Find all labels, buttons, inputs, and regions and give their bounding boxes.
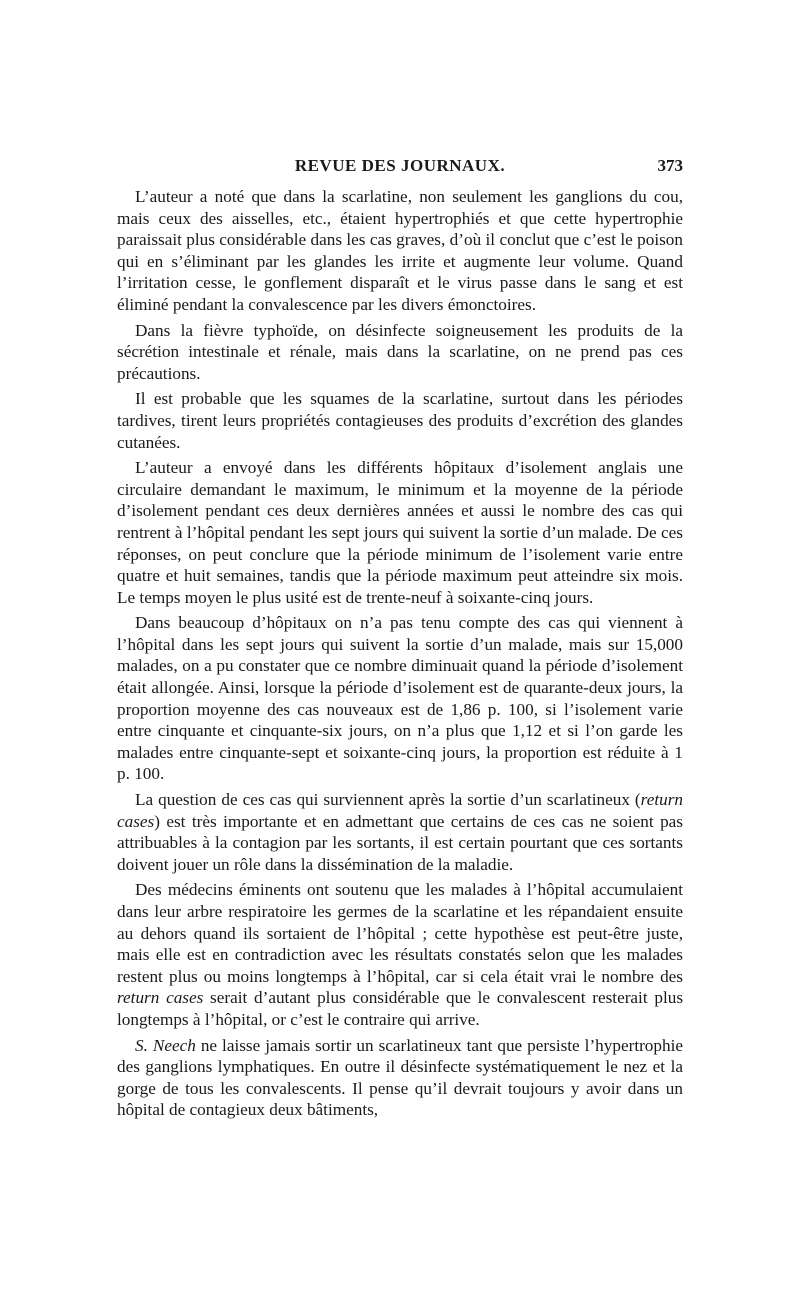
paragraph-text: ) est très importante et en admettant que certains de ces cas ne soient pas attribuables à la contagion par les sortants, il est certain pourtant que ces sortants doivent jouer un rôle dans la dissémination de la maladie.: [117, 811, 683, 874]
paragraph-text: La question de ces cas qui surviennent après la sortie d’un scarlatineux (: [135, 790, 641, 810]
running-title: REVUE DES JOURNAUX.: [294, 156, 506, 175]
running-head: [117, 156, 683, 180]
italic-term: return cases: [117, 790, 683, 831]
paragraph: [117, 879, 683, 1030]
paragraph-text: serait d’autant plus considérable que le convalescent resterait plus longtemps à l’hôpital, or c’est le contraire qui arrive.: [117, 988, 684, 1029]
paragraph: L’auteur a noté que dans la scarlatine, non seulement les ganglions du cou, mais ceux des aisselles, etc., étaient hypertrophiés et que cette hypertrophie paraissait plus considérable dans les cas graves, d’où il conclut que c’est le poison qui en s’éliminant par les glandes les irrite et augmente leur volume. Quand l’irritation cesse, le gonflement disparaît et le virus passe dans le sang et est éliminé pendant la convalescence par les divers émonctoires.: [117, 187, 683, 314]
page-number: 373: [657, 156, 683, 175]
paragraph: Dans la fièvre typhoïde, on désinfecte soigneusement les produits de la sécrétion intestinale et rénale, mais dans la scarlatine, on ne prend pas ces précautions.: [117, 320, 683, 383]
italic-term: return cases: [117, 988, 204, 1008]
body-text: [117, 186, 683, 1125]
paragraph: Il est probable que les squames de la scarlatine, surtout dans les périodes tardives, tirent leurs propriétés contagieuses des produits d’excrétion des glandes cutanées.: [117, 389, 683, 452]
author-name: S. Neech: [135, 1035, 196, 1055]
paragraph-text: ne laisse jamais sortir un scarlatineux tant que persiste l’hypertrophie des ganglions lymphatiques. En outre il désinfecte systématiquement le nez et la gorge de tous les convalescents. Il pense qu’il devrait toujours y avoir dans un hôpital de contagieux deux bâtiments,: [117, 1035, 683, 1120]
paragraph: [117, 789, 683, 875]
paragraph: L’auteur a envoyé dans les différents hôpitaux d’isolement anglais une circulaire demandant le maximum, le minimum et la moyenne de la période d’isolement pendant ces deux dernières années et aussi le nombre des cas qui rentrent à l’hôpital pendant les sept jours qui suivent la sortie d’un malade. De ces réponses, on peut conclure que la période minimum de l’isolement varie entre quatre et huit semaines, tandis que la période maximum peut atteindre six mois. Le temps moyen le plus usité est de trente-neuf à soixante-cinq jours.: [117, 458, 683, 607]
paragraph: Dans beaucoup d’hôpitaux on n’a pas tenu compte des cas qui viennent à l’hôpital dans les sept jours qui suivent la sortie d’un malade, mais sur 15,000 malades, on a pu constater que ce nombre diminuait quand la période d’isolement était allongée. Ainsi, lorsque la période d’isolement est de quarante-deux jours, la proportion moyenne des cas nouveaux est de 1,86 p. 100, si l’isolement varie entre cinquante et cinquante-six jours, on n’a plus que 1,12 et si l’on garde les malades entre cinquante-sept et soixante-cinq jours, la proportion est réduite à 1 p. 100.: [117, 613, 683, 784]
paragraph-text: Des médecins éminents ont soutenu que les malades à l’hôpital accumulaient dans leur arbre respiratoire les germes de la scarlatine et les répandaient ensuite au dehors quand ils sortaient de l’hôpital ; cette hypothèse est peut-être juste, mais elle est en contradiction avec les résultats constatés selon que les malades restent plus ou moins longtemps à l’hôpital, car si cela était vrai le nombre des: [117, 880, 683, 986]
paragraph: [117, 1035, 683, 1121]
